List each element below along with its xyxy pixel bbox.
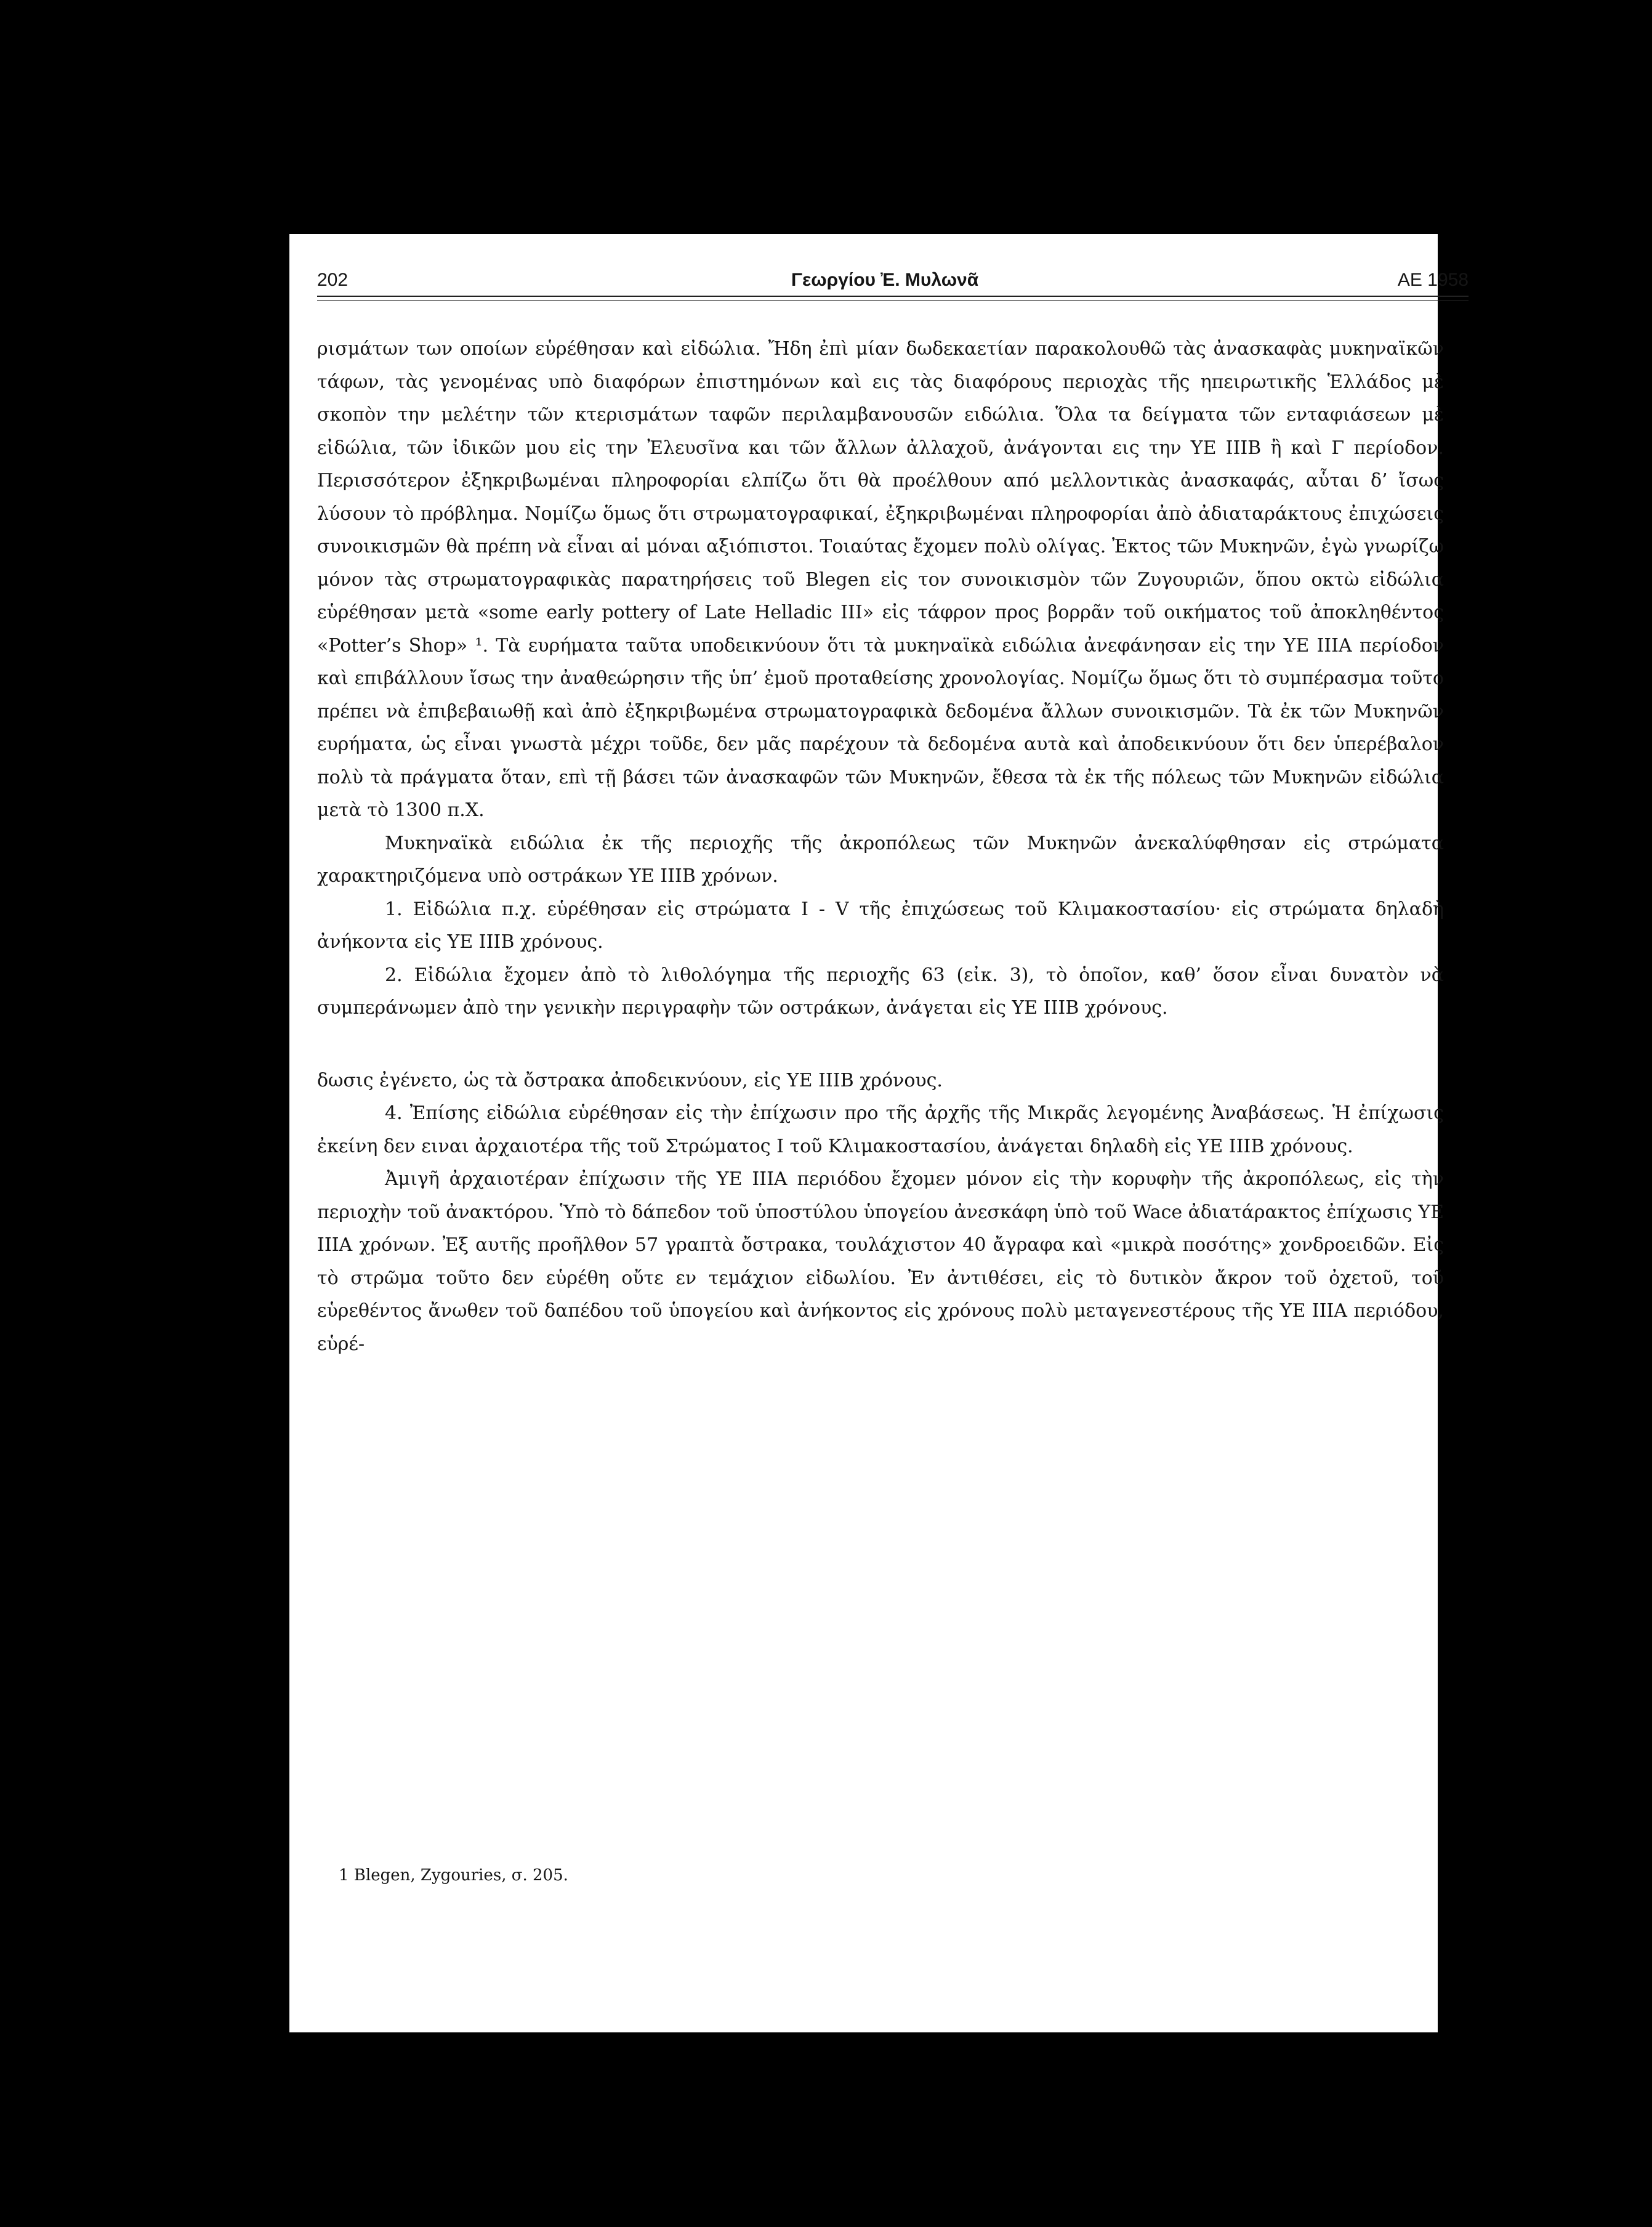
- paragraph-continued: ρισμάτων των οποίων εὑρέθησαν καὶ εἰδώλια. Ἤδη ἐπὶ μίαν δωδεκαετίαν παρακολουθῶ τὰς ἀνασκαφὰς μυκηναϊκῶν τάφων, τὰς γενομένας υπὸ διαφόρων ἐπιστημόνων καὶ εις τὰς διαφόρους περιοχὰς τῆς ηπειρωτικῆς Ἑλλάδος μὲ σκοπὸν την μελέτην τῶν κτερισμάτων ταφῶν περιλαμβανουσῶν ειδώλια. Ὅλα τα δείγματα τῶν ενταφιάσεων μὲ εἰδώλια, τῶν ἰδικῶν μου εἰς την Ἐλευσῖνα και τῶν ἄλλων ἀλλαχοῦ, ἀνάγονται εις την ΥΕ ΙΙΙΒ ἢ καὶ Γ περίοδον. Περισσότερον ἐξηκριβωμέναι πληροφορίαι ελπίζω ὅτι θὰ προέλθουν από μελλοντικὰς ἀνασκαφάς, αὗται δ’ ἴσως λύσουν τὸ πρόβλημα. Νομίζω ὅμως ὅτι στρωματογραφικαί, ἐξηκριβωμέναι πληροφορίαι ἀπὸ ἀδιαταράκτους ἐπιχώσεις συνοικισμῶν θὰ πρέπη νὰ εἶναι αἱ μόναι αξιόπιστοι. Τοιαύτας ἔχομεν πολὺ ολίγας. Ἐκτος τῶν Μυκηνῶν, ἐγὼ γνωρίζω μόνον τὰς στρωματογραφικὰς παρατηρήσεις τοῦ Blegen εἰς τον συνοικισμὸν τῶν Ζυγουριῶν, ὅπου οκτὼ εἰδώλια εὑρέθησαν μετὰ «some early pottery of Late Helladic III» εἰς τάφρον προς βορρᾶν τοῦ οικήματος τοῦ ἀποκληθέντος «Potter’s Shop» ¹. Τὰ ευρήματα ταῦτα υποδεικνύουν ὅτι τὰ μυκηναϊκὰ ειδώλια ἀνεφάνησαν εἰς την ΥΕ ΙΙΙΑ περίοδον καὶ επιβάλλουν ἴσως την ἀναθεώρησιν τῆς ὑπ’ ἐμοῦ προταθείσης χρονολογίας. Νομίζω ὅμως ὅτι τὸ συμπέρασμα τοῦτο πρέπει νὰ ἐπιβεβαιωθῇ καὶ ἀπὸ ἐξηκριβωμένα στρωματογραφικὰ δεδομένα ἄλλων συνοικισμῶν. Τὰ ἐκ τῶν Μυκηνῶν ευρήματα, ὡς εἶναι γνωστὰ μέχρι τοῦδε, δεν μᾶς παρέχουν τὰ δεδομένα αυτὰ καὶ ἀποδεικνύουν ὅτι δεν ὑπερέβαλον πολὺ τὰ πράγματα ὅταν, επὶ τῇ βάσει τῶν ἀνασκαφῶν τῶν Μυκηνῶν, ἔθεσα τὰ ἐκ τῆς πόλεως τῶν Μυκηνῶν εἰδώλια μετὰ τὸ 1300 π.Χ.: [317, 338, 1444, 821]
- footnote: 1 Blegen, Zygouries, σ. 205.: [339, 1866, 568, 1885]
- running-header: [317, 265, 1469, 299]
- page-number: 202: [317, 270, 349, 290]
- paragraph-item-2: 2. Εἰδώλια ἔχομεν ἀπὸ τὸ λιθολόγημα τῆς περιοχῆς 63 (εἰκ. 3), τὸ ὁποῖον, καθ’ ὅσον εἶναι δυνατὸν νὰ συμπεράνωμεν ἀπὸ την γενικὴν περιγραφὴν τῶν οστράκων, ἀνάγεται εἰς ΥΕ ΙΙΙΒ χρόνους.: [317, 964, 1444, 1019]
- book-page: [289, 234, 1469, 2032]
- paragraph-item-4: 4. Ἐπίσης εἰδώλια εὑρέθησαν εἰς τὴν ἐπίχωσιν προ τῆς ἀρχῆς τῆς Μικρᾶς λεγομένης Ἀναβάσεως. Ἡ ἐπίχωσις ἐκείνη δεν ειναι ἀρχαιοτέρα τῆς τοῦ Στρώματος I τοῦ Κλιμακοστασίου, ἀνάγεται δηλαδὴ εἰς ΥΕ ΙΙΙΒ χρόνους.: [317, 1102, 1444, 1157]
- paragraph: Ἀμιγῆ ἀρχαιοτέραν ἐπίχωσιν τῆς ΥΕ ΙΙΙΑ περιόδου ἔχομεν μόνον εἰς τὴν κορυφὴν τῆς ἀκροπόλεως, εἰς τὴν περιοχὴν τοῦ ἀνακτόρου. Ὑπὸ τὸ δάπεδον τοῦ ὑποστύλου ὑπογείου ἀνεσκάφη ὑπὸ τοῦ Wace ἀδιατάρακτος ἐπίχωσις ΥΕ ΙΙΙΑ χρόνων. Ἐξ αυτῆς προῆλθον 57 γραπτὰ ὄστρακα, τουλάχιστον 40 ἄγραφα καὶ «μικρὰ ποσότης» χονδροειδῶν. Εἰς τὸ στρῶμα τοῦτο δεν εὑρέθη οὔτε εν τεμάχιον εἰδωλίου. Ἐν ἀντιθέσει, εἰς τὸ δυτικὸν ἄκρον τοῦ ὀχετοῦ, τοῦ εὑρεθέντος ἄνωθεν τοῦ δαπέδου τοῦ ὑπογείου καὶ ἀνήκοντος εἰς χρόνους πολὺ μεταγενεστέρους τῆς ΥΕ ΙΙΙΑ περιόδου, εὑρέ-: [317, 1168, 1444, 1355]
- header-rule-thin: [317, 300, 1469, 301]
- running-title: Γεωργίου Ἐ. Μυλωνᾶ: [791, 270, 979, 290]
- paragraph: δωσις ἐγένετο, ὡς τὰ ὄστρακα ἀποδεικνύουν, εἰς ΥΕ ΙΙΙΒ χρόνους.: [317, 1069, 943, 1091]
- body-text: [317, 333, 1444, 1360]
- header-rule: [317, 296, 1469, 297]
- paragraph: Μυκηναϊκὰ ειδώλια ἐκ τῆς περιοχῆς τῆς ἀκροπόλεως τῶν Μυκηνῶν ἀνεκαλύφθησαν εἰς στρώματα χαρακτηριζόμενα υπὸ οστράκων ΥΕ ΙΙΙΒ χρόνων.: [317, 832, 1444, 887]
- journal-reference: ΑΕ 1958: [1397, 270, 1469, 290]
- paragraph-item-1: 1. Εἰδώλια π.χ. εὑρέθησαν εἰς στρώματα I - V τῆς ἐπιχώσεως τοῦ Κλιμακοστασίου· εἰς στρώματα δηλαδὴ ἀνήκοντα εἰς ΥΕ ΙΙΙΒ χρόνους.: [317, 898, 1444, 953]
